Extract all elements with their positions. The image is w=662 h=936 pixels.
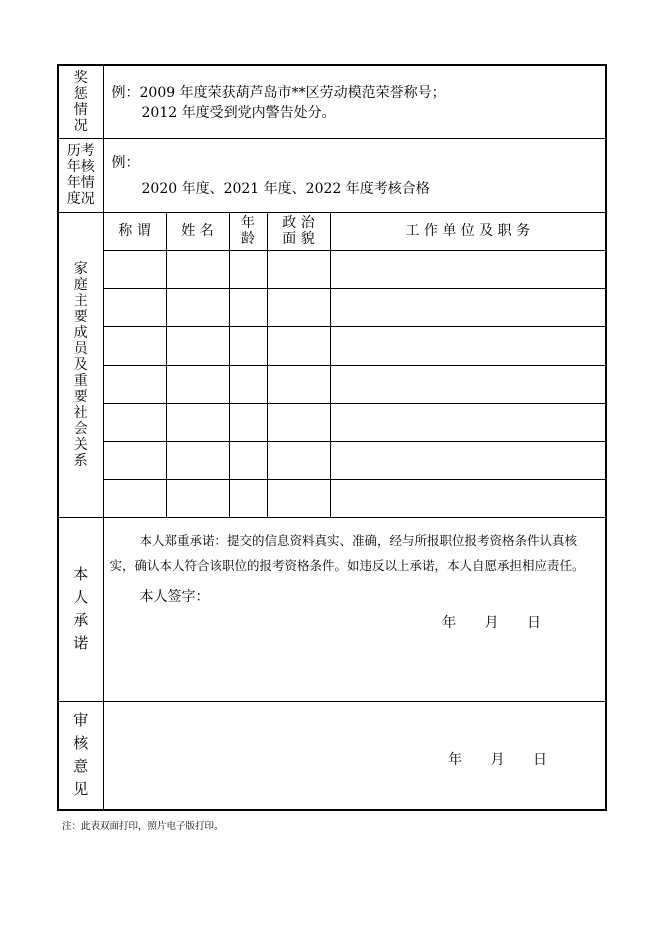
cell-work[interactable]	[330, 326, 606, 365]
family-row	[58, 288, 606, 326]
cell-work[interactable]	[330, 441, 606, 479]
family-row	[58, 479, 606, 517]
pledge-label: 本 人 承 诺	[58, 517, 103, 701]
header-political-status: 政 治 面 貌	[267, 212, 330, 250]
assessment-line-1: 例：	[111, 155, 140, 171]
family-row	[58, 365, 606, 403]
cell-political[interactable]	[267, 365, 330, 403]
cell-age[interactable]	[229, 326, 267, 365]
cell-name[interactable]	[166, 479, 229, 517]
rewards-line-1: 例：2009 年度荣获葫芦岛市**区劳动模范荣誉称号；	[111, 84, 446, 101]
cell-political[interactable]	[267, 326, 330, 365]
rewards-content[interactable]	[103, 65, 606, 138]
cell-relation[interactable]	[103, 365, 166, 403]
cell-name[interactable]	[166, 365, 229, 403]
assessment-content[interactable]	[103, 138, 606, 212]
cell-work[interactable]	[330, 479, 606, 517]
family-header-row	[58, 212, 606, 250]
cell-age[interactable]	[229, 288, 267, 326]
cell-political[interactable]	[267, 250, 330, 288]
review-content[interactable]	[103, 701, 606, 810]
cell-relation[interactable]	[103, 441, 166, 479]
footnote: 注：此表双面打印，照片电子版打印。	[62, 821, 224, 832]
review-row	[58, 701, 606, 810]
cell-age[interactable]	[229, 479, 267, 517]
cell-work[interactable]	[330, 250, 606, 288]
header-relation: 称 谓	[103, 212, 166, 250]
cell-work[interactable]	[330, 365, 606, 403]
cell-age[interactable]	[229, 403, 267, 441]
assessment-row	[58, 138, 606, 212]
family-row	[58, 250, 606, 288]
cell-work[interactable]	[330, 403, 606, 441]
cell-political[interactable]	[267, 288, 330, 326]
cell-relation[interactable]	[103, 288, 166, 326]
cell-name[interactable]	[166, 403, 229, 441]
pledge-content	[103, 517, 606, 701]
cell-relation[interactable]	[103, 326, 166, 365]
header-name: 姓 名	[166, 212, 229, 250]
assessment-line-2: 2020 年度、2021 年度、2022 年度考核合格	[141, 181, 430, 197]
cell-age[interactable]	[229, 250, 267, 288]
cell-relation[interactable]	[103, 403, 166, 441]
rewards-row	[58, 65, 606, 138]
pledge-row	[58, 517, 606, 701]
cell-political[interactable]	[267, 403, 330, 441]
cell-political[interactable]	[267, 479, 330, 517]
assessment-label: 历考 年核 年情 度况	[58, 138, 103, 212]
cell-relation[interactable]	[103, 250, 166, 288]
pledge-date: 年 月 日	[442, 614, 542, 631]
cell-work[interactable]	[330, 288, 606, 326]
cell-name[interactable]	[166, 441, 229, 479]
cell-relation[interactable]	[103, 479, 166, 517]
cell-political[interactable]	[267, 441, 330, 479]
family-row	[58, 441, 606, 479]
pledge-text: 本人郑重承诺：提交的信息资料真实、准确，经与所报职位报考资格条件认真核实，确认本人符合该职位的报考资格条件。如违反以上承诺，本人自愿承担相应责任。	[109, 532, 585, 573]
header-work-unit: 工 作 单 位 及 职 务	[330, 212, 606, 250]
cell-name[interactable]	[166, 288, 229, 326]
family-row	[58, 403, 606, 441]
family-row	[58, 326, 606, 365]
rewards-line-2: 2012 年度受到党内警告处分。	[141, 104, 336, 121]
header-age: 年 龄	[229, 212, 267, 250]
signature-label: 本人签字：	[139, 588, 210, 605]
cell-age[interactable]	[229, 441, 267, 479]
cell-name[interactable]	[166, 250, 229, 288]
registration-form-table	[57, 64, 607, 811]
cell-name[interactable]	[166, 326, 229, 365]
family-label: 家 庭 主 要 成 员 及 重 要 社 会 关 系	[58, 212, 103, 517]
cell-age[interactable]	[229, 365, 267, 403]
review-label: 审 核 意 见	[58, 701, 103, 810]
review-date: 年 月 日	[448, 752, 548, 769]
rewards-label: 奖 惩 情 况	[58, 65, 103, 138]
